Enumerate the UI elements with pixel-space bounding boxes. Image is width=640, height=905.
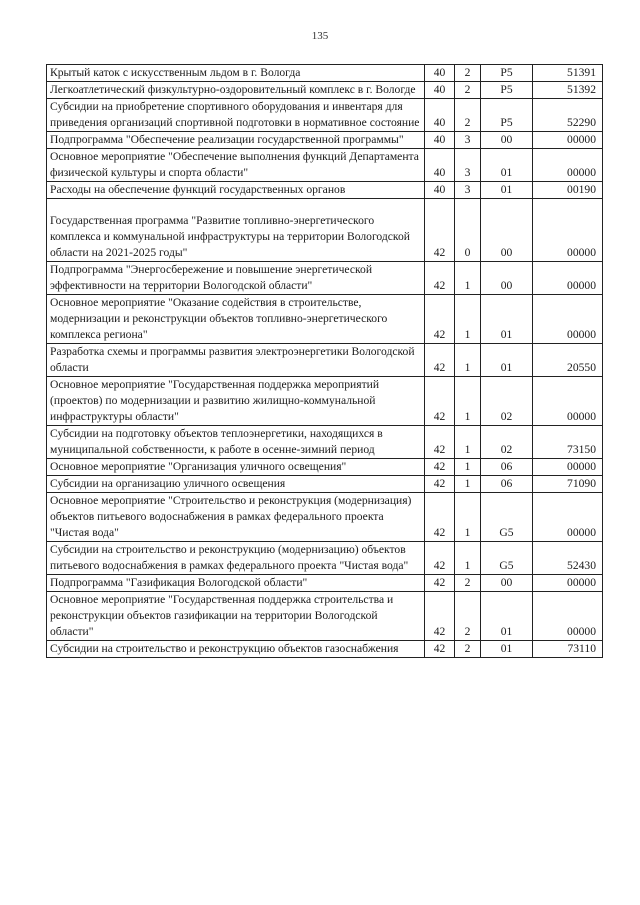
expense-code-cell: 52430 [533,542,603,575]
row-name-cell: Субсидии на строительство и реконструкцию (модернизацию) объектов питьевого водоснабжения в рамках федерального проекта "Чистая вода" [47,542,425,575]
subprogram-code-cell: 3 [455,132,481,149]
table-row [47,575,603,592]
subprogram-code-cell: 1 [455,295,481,344]
expense-code-cell: 00000 [533,575,603,592]
program-code-cell: 40 [425,99,455,132]
event-code-cell: 01 [481,592,533,641]
subprogram-code-cell: 3 [455,149,481,182]
subprogram-code-cell: 2 [455,65,481,82]
row-name-cell: Легкоатлетический физкультурно-оздоровительный комплекс в г. Вологде [47,82,425,99]
expense-code-cell: 00000 [533,592,603,641]
budget-classification-table [46,64,603,658]
program-code-cell: 42 [425,476,455,493]
program-code-cell: 42 [425,575,455,592]
subprogram-code-cell: 2 [455,575,481,592]
subprogram-code-cell: 1 [455,344,481,377]
subprogram-code-cell: 1 [455,476,481,493]
subprogram-code-cell: 1 [455,377,481,426]
expense-code-cell: 73150 [533,426,603,459]
table-row [47,65,603,82]
table-row [47,493,603,542]
row-name-cell: Субсидии на подготовку объектов теплоэнергетики, находящихся в муниципальной собственности, к работе в осенне-зимний период [47,426,425,459]
event-code-cell: P5 [481,99,533,132]
program-code-cell: 42 [425,262,455,295]
row-name-cell: Основное мероприятие "Организация уличного освещения" [47,459,425,476]
table-row [47,99,603,132]
event-code-cell: 06 [481,459,533,476]
table-row [47,344,603,377]
program-code-cell: 40 [425,149,455,182]
row-name-cell: Подпрограмма "Газификация Вологодской области" [47,575,425,592]
program-code-cell: 40 [425,65,455,82]
table-row [47,426,603,459]
row-name-cell: Основное мероприятие "Оказание содействия в строительстве, модернизации и реконструкции объектов топливно-энергетического комплекса региона" [47,295,425,344]
table-row [47,476,603,493]
event-code-cell: 01 [481,641,533,658]
row-name-cell: Субсидии на приобретение спортивного оборудования и инвентаря для приведения организаций спортивной подготовки в нормативное состояние [47,99,425,132]
event-code-cell: 01 [481,295,533,344]
program-code-cell: 42 [425,542,455,575]
event-code-cell: 00 [481,575,533,592]
program-code-cell: 42 [425,344,455,377]
page-number: 135 [311,30,329,42]
program-code-cell: 42 [425,426,455,459]
program-code-cell: 40 [425,182,455,199]
row-name-cell: Субсидии на организацию уличного освещения [47,476,425,493]
program-code-cell: 42 [425,641,455,658]
program-code-cell: 42 [425,592,455,641]
expense-code-cell: 71090 [533,476,603,493]
row-name-cell: Государственная программа "Развитие топливно-энергетического комплекса и коммунальной инфраструктуры на территории Вологодской области на 2021-2025 годы" [47,199,425,262]
row-name-cell: Расходы на обеспечение функций государственных органов [47,182,425,199]
subprogram-code-cell: 1 [455,262,481,295]
row-name-cell: Основное мероприятие "Строительство и реконструкция (модернизация) объектов питьевого водоснабжения в рамках федерального проекта "Чистая вода" [47,493,425,542]
table-row [47,295,603,344]
table-row [47,542,603,575]
subprogram-code-cell: 2 [455,592,481,641]
row-name-cell: Подпрограмма "Энергосбережение и повышение энергетической эффективности на территории Вологодской области" [47,262,425,295]
table-row [47,592,603,641]
event-code-cell: 02 [481,377,533,426]
expense-code-cell: 00000 [533,295,603,344]
program-code-cell: 40 [425,132,455,149]
row-name-cell: Разработка схемы и программы развития электроэнергетики Вологодской области [47,344,425,377]
event-code-cell: G5 [481,493,533,542]
program-code-cell: 42 [425,199,455,262]
subprogram-code-cell: 1 [455,493,481,542]
table-row [47,199,603,262]
table-body [47,65,603,658]
row-name-cell: Основное мероприятие "Государственная поддержка мероприятий (проектов) по модернизации и развитию жилищно-коммунальной инфраструктуры области" [47,377,425,426]
subprogram-code-cell: 2 [455,641,481,658]
event-code-cell: 00 [481,199,533,262]
event-code-cell: P5 [481,65,533,82]
table-row [47,377,603,426]
subprogram-code-cell: 1 [455,426,481,459]
program-code-cell: 40 [425,82,455,99]
event-code-cell: 00 [481,132,533,149]
subprogram-code-cell: 1 [455,542,481,575]
program-code-cell: 42 [425,459,455,476]
table-row [47,641,603,658]
expense-code-cell: 51391 [533,65,603,82]
expense-code-cell: 73110 [533,641,603,658]
expense-code-cell: 00000 [533,493,603,542]
expense-code-cell: 51392 [533,82,603,99]
expense-code-cell: 00000 [533,262,603,295]
table-row [47,82,603,99]
table-row [47,262,603,295]
row-name-cell: Основное мероприятие "Обеспечение выполнения функций Департамента физической культуры и спорта области" [47,149,425,182]
expense-code-cell: 20550 [533,344,603,377]
program-code-cell: 42 [425,377,455,426]
expense-code-cell: 00000 [533,199,603,262]
row-name-cell: Крытый каток с искусственным льдом в г. Вологда [47,65,425,82]
table-row [47,459,603,476]
table-row [47,182,603,199]
subprogram-code-cell: 1 [455,459,481,476]
program-code-cell: 42 [425,493,455,542]
subprogram-code-cell: 3 [455,182,481,199]
expense-code-cell: 00000 [533,377,603,426]
subprogram-code-cell: 2 [455,99,481,132]
event-code-cell: 02 [481,426,533,459]
expense-code-cell: 00000 [533,132,603,149]
event-code-cell: 00 [481,262,533,295]
subprogram-code-cell: 2 [455,82,481,99]
expense-code-cell: 00190 [533,182,603,199]
row-name-cell: Субсидии на строительство и реконструкцию объектов газоснабжения [47,641,425,658]
subprogram-code-cell: 0 [455,199,481,262]
event-code-cell: G5 [481,542,533,575]
expense-code-cell: 52290 [533,99,603,132]
expense-code-cell: 00000 [533,149,603,182]
event-code-cell: 01 [481,344,533,377]
expense-code-cell: 00000 [533,459,603,476]
event-code-cell: 06 [481,476,533,493]
event-code-cell: P5 [481,82,533,99]
table-row [47,149,603,182]
event-code-cell: 01 [481,149,533,182]
table-row [47,132,603,149]
program-code-cell: 42 [425,295,455,344]
event-code-cell: 01 [481,182,533,199]
row-name-cell: Подпрограмма "Обеспечение реализации государственной программы" [47,132,425,149]
row-name-cell: Основное мероприятие "Государственная поддержка строительства и реконструкции объектов газификации на территории Вологодской области" [47,592,425,641]
